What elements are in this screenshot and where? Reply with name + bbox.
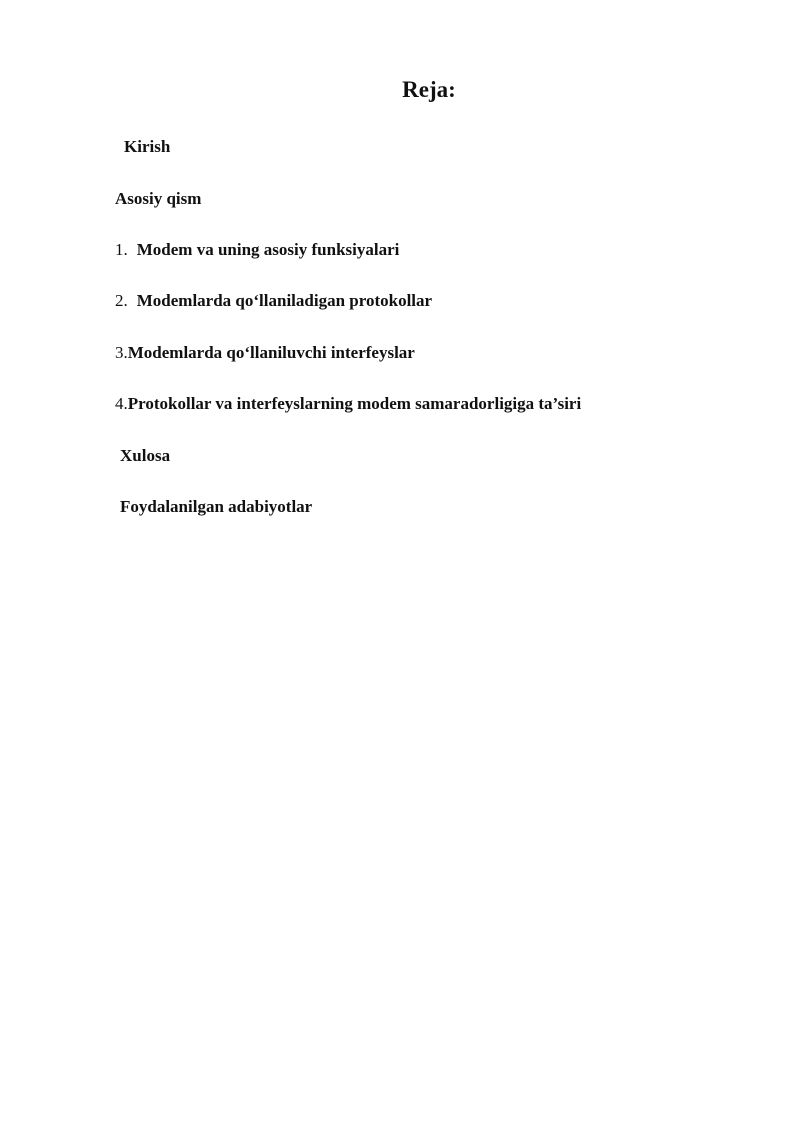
toc-item-number: 4. [115,394,128,413]
toc-item-2 [115,290,432,312]
toc-item-text: Modemlarda qo‘llaniluvchi interfeyslar [127,343,415,362]
toc-item-3 [115,342,415,364]
toc-item-text: Modemlarda qo‘llaniladigan protokollar [136,291,433,310]
toc-main-part: Asosiy qism [115,189,202,208]
toc-intro: Kirish [124,137,171,156]
toc-conclusion: Xulosa [120,446,171,465]
toc-item-number: 2. [115,291,128,310]
toc-item-text: Protokollar va interfeyslarning modem samaradorligiga ta’siri [127,394,582,413]
toc-item-1 [115,239,399,261]
toc-references: Foydalanilgan adabiyotlar [120,497,313,516]
toc-item-number: 1. [115,240,128,259]
toc-item-text: Modem va uning asosiy funksiyalari [136,240,400,259]
toc-item-4 [115,393,581,415]
page-title: Reja: [402,77,456,102]
toc-item-number: 3. [115,343,128,362]
